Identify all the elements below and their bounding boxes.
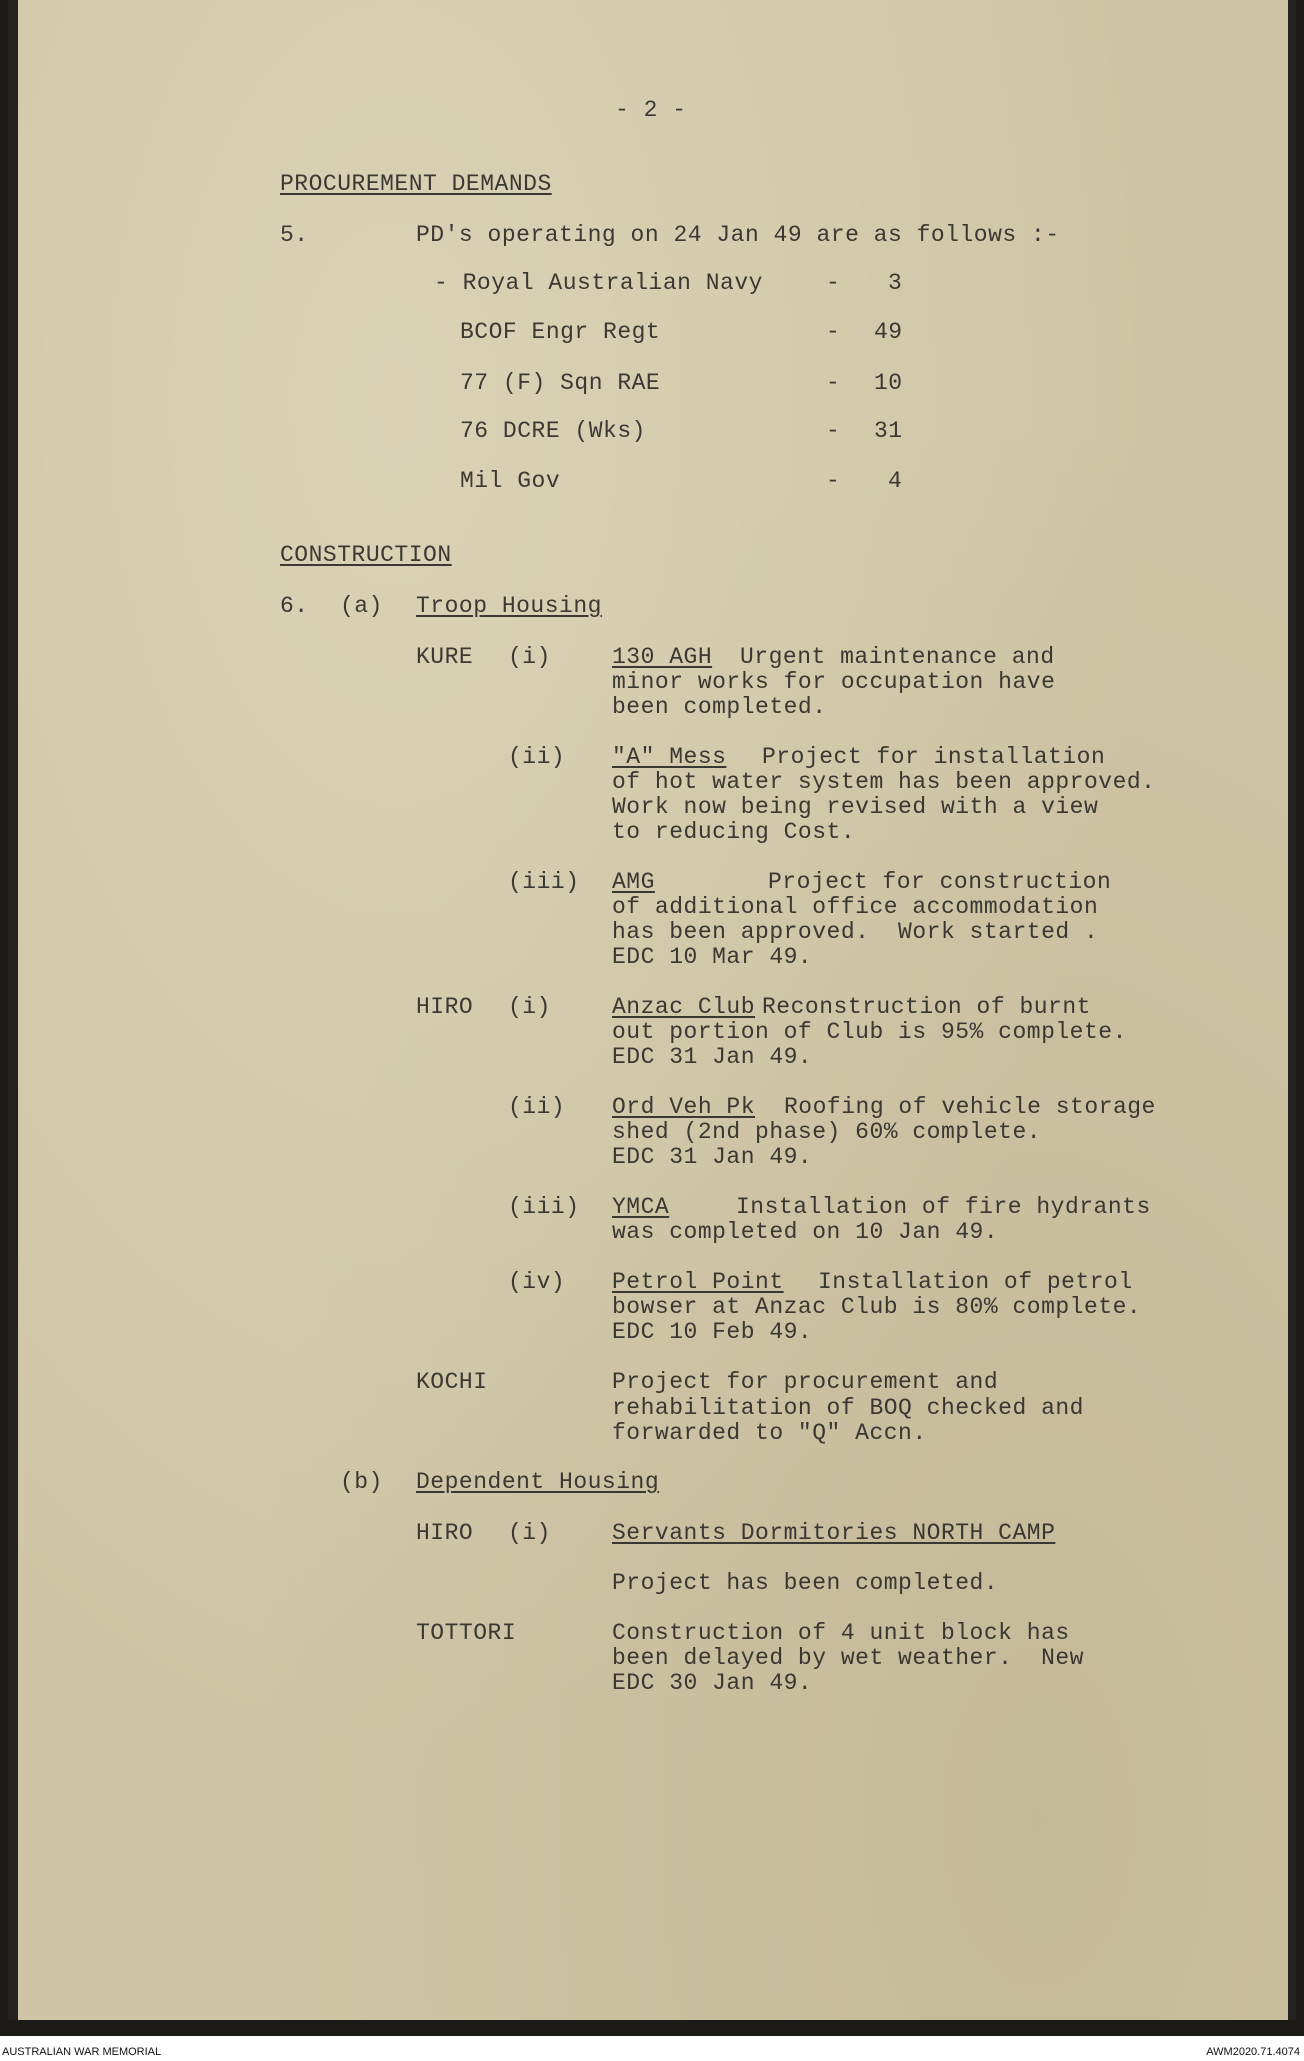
- item-title: Petrol Point: [612, 1269, 784, 1295]
- pd-item-dash: -: [826, 418, 841, 444]
- place-tottori: TOTTORI: [416, 1620, 517, 1646]
- place-kure: KURE: [416, 644, 474, 670]
- item-num: (i): [508, 644, 551, 670]
- para-number-5: 5.: [280, 222, 309, 248]
- item-text: Construction of 4 unit block has: [612, 1620, 1070, 1646]
- pd-item-name: BCOF Engr Regt: [460, 319, 661, 345]
- item-num: (iii): [508, 1194, 580, 1220]
- pd-item-count: 3: [888, 270, 903, 296]
- item-text: minor works for occupation have: [612, 669, 1056, 695]
- item-text: of hot water system has been approved.: [612, 769, 1156, 795]
- document-page: [8, 0, 1296, 2020]
- item-text: Installation of fire hydrants: [736, 1194, 1151, 1220]
- item-text: Installation of petrol: [818, 1269, 1133, 1295]
- item-num: (ii): [508, 1094, 566, 1120]
- pd-item-dash: -: [826, 468, 841, 494]
- pd-item-dash: -: [826, 370, 841, 396]
- item-text: rehabilitation of BOQ checked and: [612, 1395, 1084, 1421]
- item-title: YMCA: [612, 1194, 670, 1220]
- footer-reference: AWM2020.71.4074: [1206, 2046, 1300, 2058]
- item-text: Reconstruction of burnt: [762, 994, 1091, 1020]
- pd-item-name: Mil Gov: [460, 468, 561, 494]
- item-text: was completed on 10 Jan 49.: [612, 1219, 999, 1245]
- item-title: Anzac Club: [612, 994, 756, 1020]
- procurement-intro: PD's operating on 24 Jan 49 are as follows :-: [416, 222, 1060, 248]
- item-text: EDC 30 Jan 49.: [612, 1670, 813, 1696]
- pd-item-name: - Royal Australian Navy: [434, 270, 763, 296]
- pd-item-name: 77 (F) Sqn RAE: [460, 370, 661, 396]
- item-title: Servants Dormitories NORTH CAMP: [612, 1520, 1056, 1546]
- pd-item-count: 49: [874, 319, 903, 345]
- page-edge-right: [1288, 0, 1296, 2020]
- item-num: (i): [508, 1520, 551, 1546]
- item-num: (i): [508, 994, 551, 1020]
- pd-item-count: 31: [874, 418, 903, 444]
- item-text: out portion of Club is 95% complete.: [612, 1019, 1127, 1045]
- item-text: EDC 10 Mar 49.: [612, 944, 813, 970]
- item-num: (iii): [508, 869, 580, 895]
- item-num: (iv): [508, 1269, 566, 1295]
- item-title: 130 AGH: [612, 644, 713, 670]
- sub-label-a: (a): [340, 593, 383, 619]
- pd-item-count: 10: [874, 370, 903, 396]
- item-text: of additional office accommodation: [612, 894, 1099, 920]
- item-text: bowser at Anzac Club is 80% complete.: [612, 1294, 1142, 1320]
- place-kochi: KOCHI: [416, 1369, 488, 1395]
- pd-item-dash: -: [826, 270, 841, 296]
- item-text: to reducing Cost.: [612, 819, 856, 845]
- page-number: - 2 -: [615, 97, 687, 123]
- item-text: Project has been completed.: [612, 1570, 999, 1596]
- item-text: EDC 31 Jan 49.: [612, 1044, 813, 1070]
- procurement-heading: PROCUREMENT DEMANDS: [280, 171, 552, 197]
- item-text: has been approved. Work started .: [612, 919, 1099, 945]
- item-text: forwarded to "Q" Accn.: [612, 1420, 927, 1446]
- pd-item-count: 4: [888, 468, 903, 494]
- sub-label-b: (b): [340, 1469, 383, 1495]
- item-text: Project for construction: [768, 869, 1112, 895]
- item-title: Ord Veh Pk: [612, 1094, 756, 1120]
- place-hiro: HIRO: [416, 1520, 474, 1546]
- item-text: Roofing of vehicle storage: [784, 1094, 1156, 1120]
- item-text: shed (2nd phase) 60% complete.: [612, 1119, 1042, 1145]
- archive-footer: [0, 2036, 1304, 2061]
- item-text: Urgent maintenance and: [740, 644, 1055, 670]
- item-text: been completed.: [612, 694, 827, 720]
- construction-heading: CONSTRUCTION: [280, 542, 452, 568]
- item-text: Work now being revised with a view: [612, 794, 1099, 820]
- item-text: been delayed by wet weather. New: [612, 1645, 1084, 1671]
- footer-institution: AUSTRALIAN WAR MEMORIAL: [2, 2046, 162, 2058]
- pd-item-name: 76 DCRE (Wks): [460, 418, 646, 444]
- item-text: EDC 31 Jan 49.: [612, 1144, 813, 1170]
- page-edge-left: [8, 0, 18, 2020]
- place-hiro: HIRO: [416, 994, 474, 1020]
- dependent-housing-title: Dependent Housing: [416, 1469, 660, 1495]
- item-title: AMG: [612, 869, 655, 895]
- troop-housing-title: Troop Housing: [416, 593, 602, 619]
- item-num: (ii): [508, 744, 566, 770]
- pd-item-dash: -: [826, 319, 841, 345]
- item-text: Project for procurement and: [612, 1369, 999, 1395]
- item-title: "A" Mess: [612, 744, 727, 770]
- item-text: Project for installation: [762, 744, 1106, 770]
- item-text: EDC 10 Feb 49.: [612, 1319, 813, 1345]
- para-number-6: 6.: [280, 593, 309, 619]
